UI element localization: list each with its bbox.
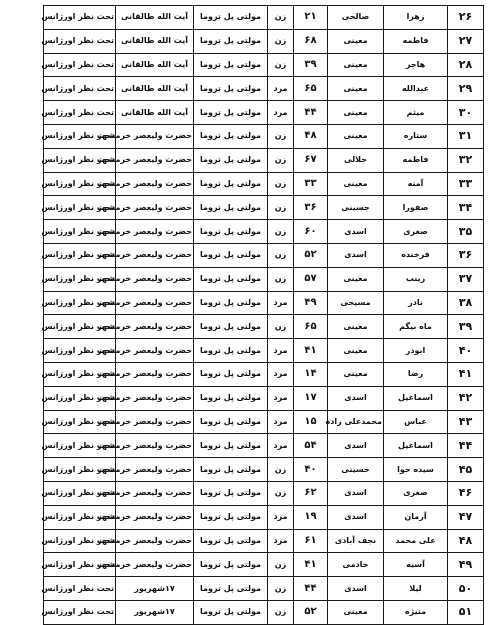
row-number-cell: ۴۴ (448, 434, 484, 458)
row-number-cell: ۳۵ (448, 220, 484, 244)
age-cell: ۴۰ (294, 458, 328, 482)
age-cell: ۶۷ (294, 148, 328, 172)
first-name-cell: عباس (384, 410, 448, 434)
table-row (44, 101, 484, 125)
row-number-cell: ۴۵ (448, 458, 484, 482)
row-number-cell: ۵۱ (448, 600, 484, 624)
referral-source-cell: ۱۷شهریور (116, 577, 194, 601)
hospital-name-cell: مولتی پل تروما (194, 29, 268, 53)
age-cell: ۴۹ (294, 291, 328, 315)
last-name-cell: معینی (328, 600, 384, 624)
row-number-cell: ۴۷ (448, 505, 484, 529)
last-name-cell: نجف آبادی (328, 529, 384, 553)
gender-cell: مرد (268, 434, 294, 458)
row-number-cell: ۳۲ (448, 148, 484, 172)
table-row (44, 220, 484, 244)
patient-status-cell: تحت نظر اورژانس (44, 148, 116, 172)
gender-cell: زن (268, 458, 294, 482)
gender-cell: زن (268, 600, 294, 624)
table-row (44, 458, 484, 482)
gender-cell: زن (268, 29, 294, 53)
row-number-cell: ۴۶ (448, 481, 484, 505)
gender-cell: زن (268, 481, 294, 505)
patient-status-cell: تحت نظر اورژانس (44, 386, 116, 410)
row-number-cell: ۲۹ (448, 77, 484, 101)
referral-source-cell: حضرت ولیعصر خرمشهر (116, 529, 194, 553)
row-number-cell: ۴۹ (448, 553, 484, 577)
patient-status-cell: تحت نظر اورژانس (44, 434, 116, 458)
gender-cell: مرد (268, 529, 294, 553)
last-name-cell: مسیحی (328, 291, 384, 315)
patient-status-cell: تحت نظر اورژانس (44, 529, 116, 553)
patient-status-cell: تحت نظر اورژانس (44, 600, 116, 624)
age-cell: ۲۱ (294, 6, 328, 30)
age-cell: ۵۲ (294, 243, 328, 267)
patient-status-cell: تحت نظر اورژانس (44, 53, 116, 77)
row-number-cell: ۳۷ (448, 267, 484, 291)
age-cell: ۴۸ (294, 124, 328, 148)
first-name-cell: فاطمه (384, 148, 448, 172)
patient-status-cell: تحت نظر اورژانس (44, 101, 116, 125)
last-name-cell: اسدی (328, 386, 384, 410)
age-cell: ۶۵ (294, 77, 328, 101)
age-cell: ۴۴ (294, 101, 328, 125)
patient-status-cell: تحت نظر اورژانس (44, 291, 116, 315)
last-name-cell: معینی (328, 315, 384, 339)
last-name-cell: حسینی (328, 196, 384, 220)
gender-cell: زن (268, 172, 294, 196)
table-row (44, 339, 484, 363)
gender-cell: زن (268, 53, 294, 77)
row-number-cell: ۳۱ (448, 124, 484, 148)
last-name-cell: معینی (328, 29, 384, 53)
age-cell: ۴۱ (294, 339, 328, 363)
gender-cell: مرد (268, 505, 294, 529)
first-name-cell: منیژه (384, 600, 448, 624)
table-row (44, 505, 484, 529)
row-number-cell: ۳۶ (448, 243, 484, 267)
age-cell: ۵۴ (294, 434, 328, 458)
hospital-name-cell: مولتی پل تروما (194, 434, 268, 458)
last-name-cell: اسدی (328, 220, 384, 244)
referral-source-cell: حضرت ولیعصر خرمشهر (116, 362, 194, 386)
first-name-cell: فرخنده (384, 243, 448, 267)
age-cell: ۶۸ (294, 29, 328, 53)
last-name-cell: حسینی (328, 458, 384, 482)
last-name-cell: معینی (328, 267, 384, 291)
table-row (44, 553, 484, 577)
table-row (44, 172, 484, 196)
patient-status-cell: تحت نظر اورژانس (44, 458, 116, 482)
referral-source-cell: آیت الله طالقانی (116, 101, 194, 125)
table-row (44, 148, 484, 172)
patient-status-cell: تحت نظر اورژانس (44, 553, 116, 577)
referral-source-cell: حضرت ولیعصر خرمشهر (116, 481, 194, 505)
patient-status-cell: تحت نظر اورژانس (44, 172, 116, 196)
referral-source-cell: آیت الله طالقانی (116, 77, 194, 101)
hospital-name-cell: مولتی پل تروما (194, 600, 268, 624)
referral-source-cell: حضرت ولیعصر خرمشهر (116, 410, 194, 434)
row-number-cell: ۲۷ (448, 29, 484, 53)
age-cell: ۶۵ (294, 315, 328, 339)
table-row (44, 291, 484, 315)
last-name-cell: اسدی (328, 577, 384, 601)
referral-source-cell: آیت الله طالقانی (116, 53, 194, 77)
age-cell: ۶۰ (294, 220, 328, 244)
table-row (44, 315, 484, 339)
table-row (44, 267, 484, 291)
row-number-cell: ۴۲ (448, 386, 484, 410)
referral-source-cell: حضرت ولیعصر خرمشهر (116, 243, 194, 267)
gender-cell: زن (268, 553, 294, 577)
referral-source-cell: حضرت ولیعصر خرمشهر (116, 196, 194, 220)
referral-source-cell: ۱۷شهریور (116, 600, 194, 624)
hospital-name-cell: مولتی پل تروما (194, 243, 268, 267)
gender-cell: زن (268, 267, 294, 291)
first-name-cell: صغری (384, 220, 448, 244)
row-number-cell: ۳۹ (448, 315, 484, 339)
age-cell: ۴۴ (294, 577, 328, 601)
hospital-name-cell: مولتی پل تروما (194, 6, 268, 30)
row-number-cell: ۳۴ (448, 196, 484, 220)
patient-status-cell: تحت نظر اورژانس (44, 77, 116, 101)
last-name-cell: محمدعلی زاده (328, 410, 384, 434)
hospital-name-cell: مولتی پل تروما (194, 77, 268, 101)
row-number-cell: ۴۳ (448, 410, 484, 434)
first-name-cell: عبدالله (384, 77, 448, 101)
gender-cell: زن (268, 243, 294, 267)
last-name-cell: اسدی (328, 481, 384, 505)
hospital-name-cell: مولتی پل تروما (194, 362, 268, 386)
last-name-cell: معینی (328, 77, 384, 101)
patient-status-cell: تحت نظر اورژانس (44, 481, 116, 505)
referral-source-cell: حضرت ولیعصر خرمشهر (116, 267, 194, 291)
gender-cell: زن (268, 577, 294, 601)
hospital-name-cell: مولتی پل تروما (194, 577, 268, 601)
first-name-cell: نادر (384, 291, 448, 315)
hospital-name-cell: مولتی پل تروما (194, 315, 268, 339)
referral-source-cell: حضرت ولیعصر خرمشهر (116, 124, 194, 148)
table-row (44, 124, 484, 148)
gender-cell: مرد (268, 77, 294, 101)
row-number-cell: ۳۳ (448, 172, 484, 196)
gender-cell: زن (268, 148, 294, 172)
hospital-name-cell: مولتی پل تروما (194, 505, 268, 529)
age-cell: ۱۵ (294, 410, 328, 434)
hospital-name-cell: مولتی پل تروما (194, 196, 268, 220)
referral-source-cell: حضرت ولیعصر خرمشهر (116, 172, 194, 196)
age-cell: ۵۷ (294, 267, 328, 291)
last-name-cell: معینی (328, 53, 384, 77)
age-cell: ۱۴ (294, 362, 328, 386)
first-name-cell: علی محمد (384, 529, 448, 553)
first-name-cell: آمنه (384, 172, 448, 196)
first-name-cell: آرمان (384, 505, 448, 529)
first-name-cell: ستاره (384, 124, 448, 148)
age-cell: ۳۶ (294, 196, 328, 220)
hospital-name-cell: مولتی پل تروما (194, 220, 268, 244)
table-row (44, 53, 484, 77)
table-row (44, 196, 484, 220)
table-row (44, 6, 484, 30)
row-number-cell: ۳۸ (448, 291, 484, 315)
hospital-name-cell: مولتی پل تروما (194, 172, 268, 196)
age-cell: ۱۹ (294, 505, 328, 529)
patient-status-cell: تحت نظر اورژانس (44, 577, 116, 601)
gender-cell: مرد (268, 101, 294, 125)
last-name-cell: اسدی (328, 243, 384, 267)
patient-status-cell: تحت نظر اورژانس (44, 339, 116, 363)
first-name-cell: فاطمه (384, 29, 448, 53)
last-name-cell: معینی (328, 362, 384, 386)
last-name-cell: معینی (328, 339, 384, 363)
patient-status-cell: تحت نظر اورژانس (44, 410, 116, 434)
hospital-name-cell: مولتی پل تروما (194, 386, 268, 410)
first-name-cell: هاجر (384, 53, 448, 77)
referral-source-cell: آیت الله طالقانی (116, 29, 194, 53)
gender-cell: زن (268, 315, 294, 339)
patient-status-cell: تحت نظر اورژانس (44, 362, 116, 386)
table-row (44, 434, 484, 458)
last-name-cell: اسدی (328, 434, 384, 458)
referral-source-cell: حضرت ولیعصر خرمشهر (116, 339, 194, 363)
referral-source-cell: حضرت ولیعصر خرمشهر (116, 220, 194, 244)
age-cell: ۴۱ (294, 553, 328, 577)
gender-cell: زن (268, 220, 294, 244)
gender-cell: مرد (268, 362, 294, 386)
hospital-name-cell: مولتی پل تروما (194, 553, 268, 577)
gender-cell: مرد (268, 339, 294, 363)
last-name-cell: جلالی (328, 148, 384, 172)
table-row (44, 410, 484, 434)
last-name-cell: معینی (328, 124, 384, 148)
table-row (44, 362, 484, 386)
patient-status-cell: تحت نظر اورژانس (44, 267, 116, 291)
hospital-name-cell: مولتی پل تروما (194, 148, 268, 172)
table-row (44, 386, 484, 410)
first-name-cell: اسماعیل (384, 434, 448, 458)
referral-source-cell: آیت الله طالقانی (116, 6, 194, 30)
hospital-name-cell: مولتی پل تروما (194, 529, 268, 553)
patient-status-cell: تحت نظر اورژانس (44, 315, 116, 339)
hospital-name-cell: مولتی پل تروما (194, 267, 268, 291)
row-number-cell: ۴۸ (448, 529, 484, 553)
first-name-cell: صغری (384, 481, 448, 505)
patient-status-cell: تحت نظر اورژانس (44, 29, 116, 53)
hospital-name-cell: مولتی پل تروما (194, 458, 268, 482)
hospital-name-cell: مولتی پل تروما (194, 101, 268, 125)
first-name-cell: آسیه (384, 553, 448, 577)
gender-cell: مرد (268, 386, 294, 410)
gender-cell: زن (268, 124, 294, 148)
hospital-name-cell: مولتی پل تروما (194, 410, 268, 434)
patient-status-cell: تحت نظر اورژانس (44, 220, 116, 244)
table-row (44, 29, 484, 53)
patient-status-cell: تحت نظر اورژانس (44, 6, 116, 30)
last-name-cell: صالحی (328, 6, 384, 30)
first-name-cell: ماه بیگم (384, 315, 448, 339)
hospital-name-cell: مولتی پل تروما (194, 339, 268, 363)
row-number-cell: ۴۱ (448, 362, 484, 386)
hospital-name-cell: مولتی پل تروما (194, 481, 268, 505)
first-name-cell: زهرا (384, 6, 448, 30)
age-cell: ۳۳ (294, 172, 328, 196)
gender-cell: مرد (268, 410, 294, 434)
row-number-cell: ۵۰ (448, 577, 484, 601)
patient-status-cell: تحت نظر اورژانس (44, 124, 116, 148)
table-row (44, 600, 484, 624)
referral-source-cell: حضرت ولیعصر خرمشهر (116, 434, 194, 458)
row-number-cell: ۲۸ (448, 53, 484, 77)
table-row (44, 481, 484, 505)
hospital-name-cell: مولتی پل تروما (194, 124, 268, 148)
referral-source-cell: حضرت ولیعصر خرمشهر (116, 458, 194, 482)
patient-table (43, 5, 484, 625)
referral-source-cell: حضرت ولیعصر خرمشهر (116, 148, 194, 172)
table-body (41, 6, 484, 625)
first-name-cell: اسماعیل (384, 386, 448, 410)
last-name-cell: خادمی (328, 553, 384, 577)
age-cell: ۶۱ (294, 529, 328, 553)
referral-source-cell: حضرت ولیعصر خرمشهر (116, 386, 194, 410)
row-number-cell: ۴۰ (448, 339, 484, 363)
gender-cell: زن (268, 6, 294, 30)
referral-source-cell: حضرت ولیعصر خرمشهر (116, 505, 194, 529)
row-number-cell: ۳۰ (448, 101, 484, 125)
first-name-cell: رضا (384, 362, 448, 386)
referral-source-cell: حضرت ولیعصر خرمشهر (116, 315, 194, 339)
first-name-cell: ابوذر (384, 339, 448, 363)
table-row (44, 577, 484, 601)
referral-source-cell: حضرت ولیعصر خرمشهر (116, 553, 194, 577)
hospital-name-cell: مولتی پل تروما (194, 53, 268, 77)
age-cell: ۱۷ (294, 386, 328, 410)
patient-status-cell: تحت نظر اورژانس (44, 505, 116, 529)
age-cell: ۳۹ (294, 53, 328, 77)
last-name-cell: معینی (328, 101, 384, 125)
last-name-cell: معینی (328, 172, 384, 196)
patient-status-cell: تحت نظر اورژانس (44, 196, 116, 220)
age-cell: ۵۲ (294, 600, 328, 624)
age-cell: ۶۲ (294, 481, 328, 505)
first-name-cell: سیده حوا (384, 458, 448, 482)
row-number-cell: ۲۶ (448, 6, 484, 30)
hospital-name-cell: مولتی پل تروما (194, 291, 268, 315)
first-name-cell: زینب (384, 267, 448, 291)
patient-status-cell: تحت نظر اورژانس (44, 243, 116, 267)
gender-cell: مرد (268, 291, 294, 315)
first-name-cell: لیلا (384, 577, 448, 601)
referral-source-cell: حضرت ولیعصر خرمشهر (116, 291, 194, 315)
table-row (44, 243, 484, 267)
table-row (44, 529, 484, 553)
gender-cell: زن (268, 196, 294, 220)
first-name-cell: صفورا (384, 196, 448, 220)
first-name-cell: میثم (384, 101, 448, 125)
table-row (44, 77, 484, 101)
last-name-cell: اسدی (328, 505, 384, 529)
